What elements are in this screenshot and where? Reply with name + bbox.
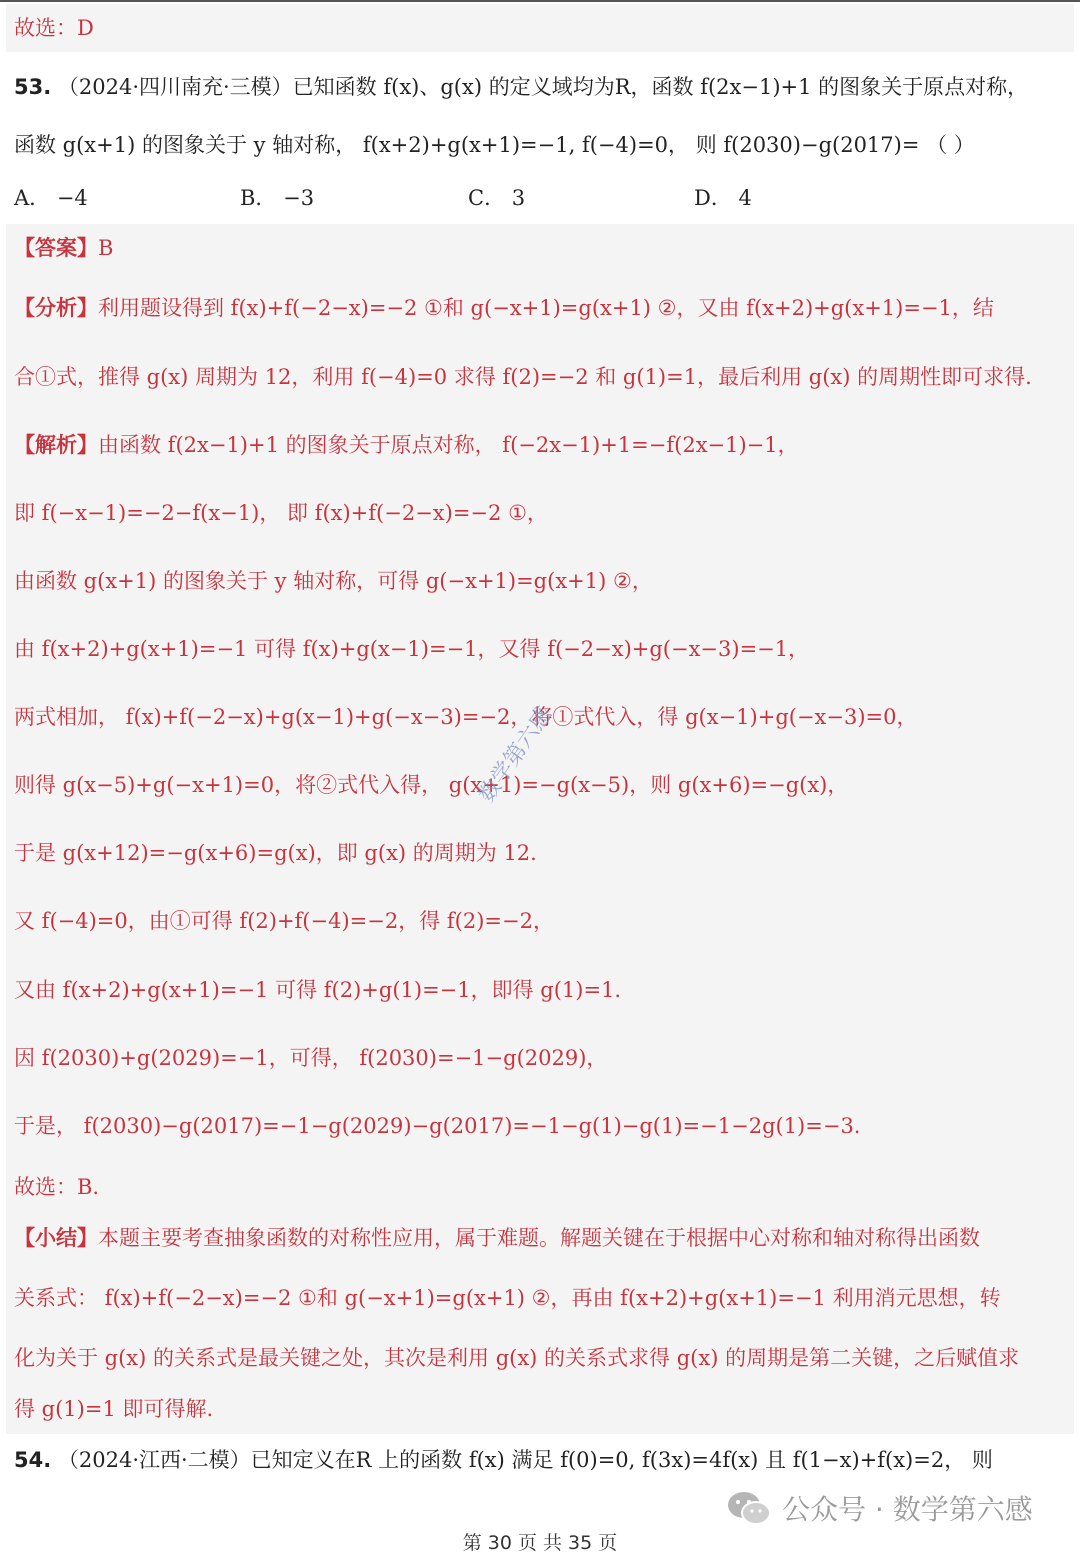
question-53-line-1 — [14, 72, 1028, 102]
summary-line: 关系式： f(x)+f(−2−x)=−2 ①和 g(−x+1)=g(x+1) ②，再由 f(x+2)+g(x+1)=−1 利用消元思想，转 — [14, 1286, 1001, 1310]
solution-step: 两式相加， f(x)+f(−2−x)+g(x−1)+g(−x−3)=−2，将①式代入，得 g(x−1)+g(−x−3)=0， — [14, 705, 918, 729]
question-number: 53. — [14, 75, 52, 99]
prev-answer-block — [6, 4, 1074, 52]
wechat-icon — [726, 1488, 772, 1528]
option-a: A． −4 — [14, 186, 88, 210]
option-b: B． −3 — [240, 186, 315, 210]
solution-step: 即 f(−x−1)=−2−f(x−1)， 即 f(x)+f(−2−x)=−2 ①， — [14, 501, 548, 525]
solution-step: 又由 f(x+2)+g(x+1)=−1 可得 f(2)+g(1)=−1，即得 g(1)=1. — [14, 978, 622, 1002]
wechat-mark — [726, 1486, 1033, 1530]
solution-step: 于是， f(2030)−g(2017)=−1−g(2029)−g(2017)=−1−g(1)−g(1)=−1−2g(1)=−3. — [14, 1114, 861, 1138]
question-number: 54. — [14, 1448, 52, 1472]
summary-label: 【小结】 — [14, 1226, 98, 1250]
solution-step: 因 f(2030)+g(2029)=−1，可得， f(2030)=−1−g(2029)， — [14, 1046, 608, 1070]
question-53 — [6, 70, 1074, 220]
question-stem: （2024·四川南充·三模）已知函数 f(x)、g(x) 的定义域均为R，函数 f(2x−1)+1 的图象关于原点对称， — [57, 75, 1029, 99]
page-footer: 第 30 页 共 35 页 — [462, 1532, 618, 1554]
solution-step: 则得 g(x−5)+g(−x+1)=0，将②式代入得， g(x+1)=−g(x−5)，则 g(x+6)=−g(x)， — [14, 773, 849, 797]
option-d: D． 4 — [694, 186, 752, 210]
summary-line: 得 g(1)=1 即可得解. — [14, 1397, 214, 1421]
prev-answer: 故选：D — [14, 16, 94, 40]
question-53-line-2: 函数 g(x+1) 的图象关于 y 轴对称， f(x+2)+g(x+1)=−1, f(−4)=0， 则 f(2030)−g(2017)= （ ） — [14, 133, 975, 157]
answer-line — [14, 233, 113, 263]
question-stem: （2024·江西·二模）已知定义在R 上的函数 f(x) 满足 f(0)=0, f(3x)=4f(x) 且 f(1−x)+f(x)=2， 则 — [57, 1448, 993, 1472]
question-54 — [6, 1440, 1074, 1480]
analysis-label: 【分析】 — [14, 296, 98, 320]
answer-value: B — [98, 236, 114, 260]
summary-line: 化为关于 g(x) 的关系式是最关键之处，其次是利用 g(x) 的关系式求得 g(x) 的周期是第二关键，之后赋值求 — [14, 1346, 1020, 1370]
wechat-account: 公众号 · 数学第六感 — [782, 1493, 1033, 1526]
question-54-line — [14, 1445, 993, 1475]
final-choice: 故选：B. — [14, 1175, 100, 1199]
options — [14, 183, 1074, 213]
summary-line-1: 【小结】本题主要考查抽象函数的对称性应用，属于难题。解题关键在于根据中心对称和轴对称得出函数 — [14, 1226, 980, 1250]
solution-block — [6, 224, 1074, 1434]
analysis-line-2: 合①式，推得 g(x) 周期为 12，利用 f(−4)=0 求得 f(2)=−2 和 g(1)=1，最后利用 g(x) 的周期性即可求得. — [14, 365, 1032, 389]
watermark-text: 数学第六感 — [474, 702, 558, 808]
solution-step: 由函数 g(x+1) 的图象关于 y 轴对称，可得 g(−x+1)=g(x+1) ②， — [14, 569, 653, 593]
option-c: C． 3 — [468, 186, 526, 210]
solution-label: 【解析】 — [14, 433, 98, 457]
solution-step: 又 f(−4)=0，由①可得 f(2)+f(−4)=−2，得 f(2)=−2， — [14, 909, 554, 933]
solution-line-1: 【解析】由函数 f(2x−1)+1 的图象关于原点对称， f(−2x−1)+1=−f(2x−1)−1， — [14, 433, 799, 457]
solution-step: 由 f(x+2)+g(x+1)=−1 可得 f(x)+g(x−1)=−1，又得 f(−2−x)+g(−x−3)=−1， — [14, 637, 810, 661]
solution-step: 于是 g(x+12)=−g(x+6)=g(x)，即 g(x) 的周期为 12. — [14, 841, 537, 865]
answer-label: 【答案】 — [14, 236, 98, 260]
analysis-line-1: 【分析】利用题设得到 f(x)+f(−2−x)=−2 ①和 g(−x+1)=g(x+1) ②，又由 f(x+2)+g(x+1)=−1，结 — [14, 296, 994, 320]
top-rule — [0, 0, 1080, 2]
